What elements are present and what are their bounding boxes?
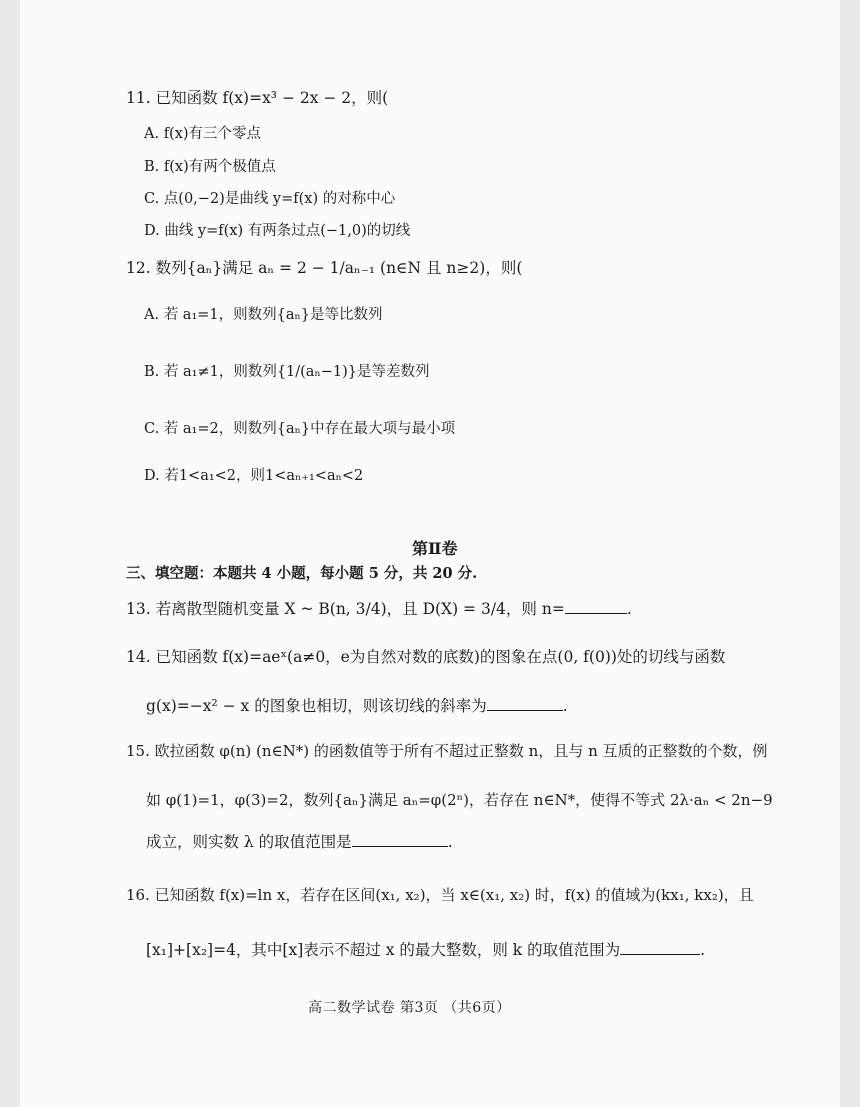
q11-option-a: A. f(x)有三个零点 <box>144 126 262 142</box>
q12-option-a: A. 若 a₁=1，则数列{aₙ}是等比数列 <box>144 307 383 323</box>
q14-end: . <box>562 697 568 715</box>
q15-line2: 如 φ(1)=1，φ(3)=2，数列{aₙ}满足 aₙ=φ(2ⁿ)，若存在 n∈N*，使得不等式 2λ·aₙ < 2n−9 <box>146 791 773 809</box>
q16-line2 <box>146 940 705 960</box>
q13-answer-blank <box>565 599 627 614</box>
section-title: 第Ⅱ卷 <box>412 539 458 558</box>
q13-end: . <box>626 600 632 618</box>
q16-line1: 16. 已知函数 f(x)=ln x，若存在区间(x₁, x₂)，当 x∈(x₁, x₂) 时，f(x) 的值域为(kx₁, kx₂)，且 <box>126 886 754 904</box>
q16-text: [x₁]+[x₂]=4，其中[x]表示不超过 x 的最大整数，则 k 的取值范围为 <box>146 941 621 959</box>
q11-stem: 11. 已知函数 f(x)=x³ − 2x − 2，则( <box>126 89 389 107</box>
q13-text: 13. 若离散型随机变量 X ~ B(n, 3/4)，且 D(X) = 3/4，则 n= <box>126 600 565 618</box>
q14-line2 <box>146 696 568 716</box>
q15-text: 成立，则实数 λ 的取值范围是 <box>146 833 352 851</box>
q11-option-d: D. 曲线 y=f(x) 有两条过点(−1,0)的切线 <box>144 223 411 239</box>
q15-line3 <box>146 832 453 852</box>
q14-line1: 14. 已知函数 f(x)=aeˣ(a≠0，e为自然对数的底数)的图象在点(0, f(0))处的切线与函数 <box>126 648 726 666</box>
q16-answer-blank <box>620 940 700 955</box>
q14-answer-blank <box>487 696 563 711</box>
q15-line1: 15. 欧拉函数 φ(n) (n∈N*) 的函数值等于所有不超过正整数 n，且与 n 互质的正整数的个数，例 <box>126 742 768 760</box>
q14-text: g(x)=−x² − x 的图象也相切，则该切线的斜率为 <box>146 697 487 715</box>
q12-stem: 12. 数列{aₙ}满足 aₙ = 2 − 1/aₙ₋₁ (n∈N 且 n≥2)，则( <box>126 259 523 277</box>
q15-end: . <box>447 833 453 851</box>
q15-answer-blank <box>352 832 448 847</box>
q12-option-d: D. 若1<a₁<2，则1<aₙ₊₁<aₙ<2 <box>144 468 364 484</box>
page-footer: 高二数学试卷 第3页 （共6页） <box>308 1000 511 1016</box>
q11-option-b: B. f(x)有两个极值点 <box>144 159 276 175</box>
q11-option-c: C. 点(0,−2)是曲线 y=f(x) 的对称中心 <box>144 191 396 207</box>
q12-option-b: B. 若 a₁≠1，则数列{1/(aₙ−1)}是等差数列 <box>144 364 430 380</box>
exam-page <box>20 0 840 1107</box>
q12-option-c: C. 若 a₁=2，则数列{aₙ}中存在最大项与最小项 <box>144 421 456 437</box>
q13 <box>126 599 632 619</box>
section-subtitle: 三、填空题：本题共 4 小题，每小题 5 分，共 20 分. <box>126 565 478 582</box>
q16-end: . <box>700 941 706 959</box>
